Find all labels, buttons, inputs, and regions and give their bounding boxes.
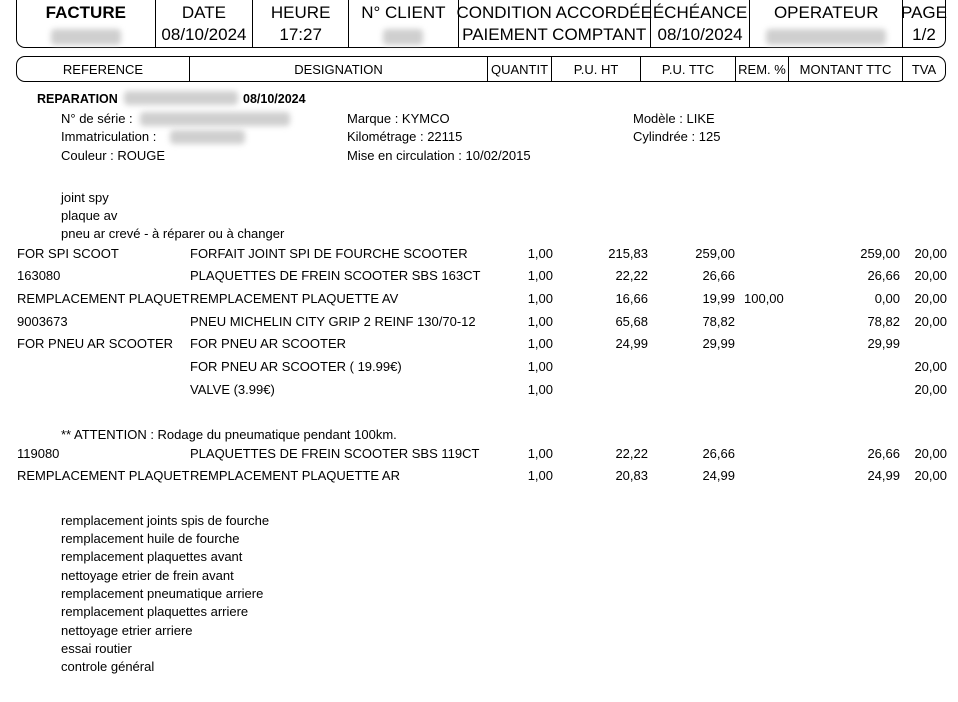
- cell-reference: FOR PNEU AR SCOOTER: [17, 336, 174, 351]
- cylindree: Cylindrée : 125: [633, 129, 721, 144]
- cell-pu-ht: 215,83: [608, 246, 648, 261]
- note-bottom: remplacement huile de fourche: [61, 531, 240, 546]
- cell-pu-ttc: 259,00: [695, 246, 735, 261]
- cell-quantite: 1,00: [527, 446, 553, 461]
- table-row: [0, 382, 958, 404]
- cell-designation: FOR PNEU AR SCOOTER: [190, 336, 347, 351]
- date-value: 08/10/2024: [161, 25, 247, 44]
- cell-designation: PLAQUETTES DE FREIN SCOOTER SBS 119CT: [190, 446, 480, 461]
- marque: Marque : KYMCO: [347, 111, 450, 126]
- cell-reference: 9003673: [17, 314, 68, 329]
- note-top: joint spy: [61, 190, 109, 205]
- col-pu-ttc: P.U. TTC: [641, 57, 736, 81]
- cell-tva: 20,00: [914, 246, 947, 261]
- reparation-label: REPARATION: [37, 92, 118, 106]
- cell-quantite: 1,00: [527, 314, 553, 329]
- cell-montant-ttc: 259,00: [860, 246, 900, 261]
- immat-redacted: [170, 130, 245, 144]
- cell-montant-ttc: 26,66: [867, 268, 900, 283]
- cell-pu-ttc: 24,99: [702, 468, 735, 483]
- col-remise: REM. %: [736, 57, 789, 81]
- cell-pu-ht: 65,68: [615, 314, 648, 329]
- note-bottom: essai routier: [61, 641, 132, 656]
- immat-label: Immatriculation :: [61, 129, 157, 144]
- heure-cell: [253, 0, 349, 47]
- col-reference: REFERENCE: [17, 57, 190, 81]
- operateur-redacted: [766, 29, 886, 45]
- column-header: [16, 56, 946, 82]
- cell-pu-ttc: 19,99: [702, 291, 735, 306]
- cell-montant-ttc: 26,66: [867, 446, 900, 461]
- note-bottom: remplacement joints spis de fourche: [61, 513, 270, 528]
- note-top: pneu ar crevé - à réparer ou à changer: [61, 226, 285, 241]
- mise-en-circulation: Mise en circulation : 10/02/2015: [347, 148, 531, 163]
- table-row: [0, 246, 958, 268]
- cell-designation: FOR PNEU AR SCOOTER ( 19.99€): [190, 359, 402, 374]
- cell-designation: REMPLACEMENT PLAQUETTE AV: [190, 291, 399, 306]
- page-value: 1/2: [912, 25, 936, 44]
- cell-reference: FOR SPI SCOOT: [17, 246, 119, 261]
- cell-pu-ht: 22,22: [615, 446, 648, 461]
- col-montant-ttc: MONTANT TTC: [789, 57, 903, 81]
- client-label: N° CLIENT: [361, 3, 446, 22]
- note-top: plaque av: [61, 208, 118, 223]
- serie-label: N° de série :: [61, 111, 133, 126]
- condition-cell: [456, 0, 652, 47]
- page-cell: [903, 0, 945, 47]
- cell-pu-ht: 24,99: [615, 336, 648, 351]
- table-row: [0, 359, 958, 381]
- client-number-redacted: [383, 29, 423, 45]
- table-row: [0, 291, 958, 313]
- cell-pu-ht: 16,66: [615, 291, 648, 306]
- date-label: DATE: [181, 3, 226, 22]
- reparation-number-redacted: [124, 91, 238, 105]
- condition-value: PAIEMENT COMPTANT: [462, 25, 647, 44]
- cell-quantite: 1,00: [527, 246, 553, 261]
- cell-tva: 20,00: [914, 382, 947, 397]
- cell-quantite: 1,00: [527, 291, 553, 306]
- cell-quantite: 1,00: [527, 268, 553, 283]
- echeance-label: ÉCHÉANCE: [652, 3, 748, 22]
- cell-reference: REMPLACEMENT PLAQUET: [17, 468, 190, 483]
- note-bottom: nettoyage etrier de frein avant: [61, 568, 234, 583]
- cell-quantite: 1,00: [527, 468, 553, 483]
- note-bottom: remplacement plaquettes avant: [61, 549, 243, 564]
- cell-montant-ttc: 29,99: [867, 336, 900, 351]
- cell-montant-ttc: 0,00: [874, 291, 900, 306]
- facture-label: FACTURE: [45, 3, 126, 22]
- cell-designation: REMPLACEMENT PLAQUETTE AR: [190, 468, 400, 483]
- cell-pu-ttc: 29,99: [702, 336, 735, 351]
- echeance-cell: [651, 0, 751, 47]
- serie-redacted: [140, 112, 290, 126]
- client-cell: [349, 0, 459, 47]
- echeance-value: 08/10/2024: [657, 25, 743, 44]
- cell-tva: 20,00: [914, 268, 947, 283]
- cell-designation: VALVE (3.99€): [190, 382, 275, 397]
- note-bottom: remplacement pneumatique arriere: [61, 586, 264, 601]
- note-bottom: remplacement plaquettes arriere: [61, 604, 249, 619]
- date-cell: [156, 0, 254, 47]
- table-row: [0, 336, 958, 358]
- cell-pu-ttc: 26,66: [702, 268, 735, 283]
- cell-tva: 20,00: [914, 314, 947, 329]
- cell-montant-ttc: 78,82: [867, 314, 900, 329]
- operateur-cell: [750, 0, 903, 47]
- operateur-label: OPERATEUR: [773, 3, 879, 22]
- table-row: [0, 468, 958, 490]
- invoice-header: [16, 0, 946, 48]
- cell-montant-ttc: 24,99: [867, 468, 900, 483]
- heure-value: 17:27: [279, 25, 322, 44]
- cell-quantite: 1,00: [527, 382, 553, 397]
- facture-cell: [17, 0, 156, 47]
- cell-pu-ttc: 78,82: [702, 314, 735, 329]
- cell-reference: REMPLACEMENT PLAQUET: [17, 291, 190, 306]
- heure-label: HEURE: [270, 3, 331, 22]
- kilometrage: Kilométrage : 22115: [347, 129, 463, 144]
- cell-designation: PNEU MICHELIN CITY GRIP 2 REINF 130/70-12: [190, 314, 476, 329]
- table-row: [0, 268, 958, 290]
- cell-reference: 119080: [17, 446, 60, 461]
- cell-pu-ttc: 26,66: [702, 446, 735, 461]
- note-bottom: controle général: [61, 659, 155, 674]
- cell-tva: 20,00: [914, 291, 947, 306]
- note-bottom: nettoyage etrier arriere: [61, 623, 193, 638]
- cell-remise: 100,00: [744, 291, 784, 306]
- cell-designation: PLAQUETTES DE FREIN SCOOTER SBS 163CT: [190, 268, 481, 283]
- col-pu-ht: P.U. HT: [552, 57, 641, 81]
- reparation-date: 08/10/2024: [243, 92, 306, 106]
- cell-tva: 20,00: [914, 468, 947, 483]
- col-designation: DESIGNATION: [190, 57, 488, 81]
- cell-pu-ht: 22,22: [615, 268, 648, 283]
- cell-quantite: 1,00: [527, 336, 553, 351]
- cell-pu-ht: 20,83: [615, 468, 648, 483]
- col-quantite: QUANTIT: [488, 57, 552, 81]
- table-row: [0, 314, 958, 336]
- page-label: PAGE: [901, 3, 947, 22]
- condition-label: CONDITION ACCORDÉE: [456, 3, 652, 22]
- col-tva: TVA: [911, 61, 937, 77]
- attention-note: ** ATTENTION : Rodage du pneumatique pendant 100km.: [61, 427, 397, 442]
- cell-designation: FORFAIT JOINT SPI DE FOURCHE SCOOTER: [190, 246, 468, 261]
- facture-number-redacted: [51, 29, 121, 45]
- modele: Modèle : LIKE: [633, 111, 715, 126]
- cell-reference: 163080: [17, 268, 61, 283]
- cell-tva: 20,00: [914, 446, 947, 461]
- table-row: [0, 446, 958, 468]
- couleur: Couleur : ROUGE: [61, 148, 166, 163]
- cell-tva: 20,00: [914, 359, 947, 374]
- cell-quantite: 1,00: [527, 359, 553, 374]
